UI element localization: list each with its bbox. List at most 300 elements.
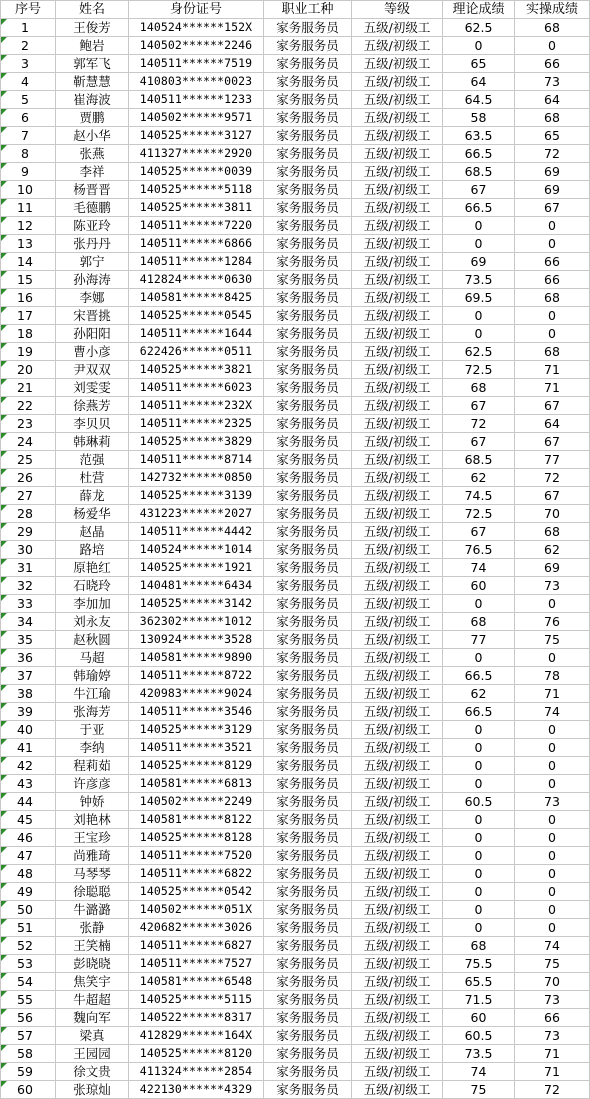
occupation-cell[interactable]: 家务服务员 bbox=[264, 847, 352, 865]
col-header-occupation[interactable]: 职业工种 bbox=[264, 1, 352, 19]
id-cell[interactable]: 142732******0850 bbox=[129, 469, 264, 487]
seq-cell[interactable]: 33 bbox=[1, 595, 56, 613]
seq-cell[interactable]: 18 bbox=[1, 325, 56, 343]
seq-cell[interactable]: 40 bbox=[1, 721, 56, 739]
id-cell[interactable]: 140525******1921 bbox=[129, 559, 264, 577]
theory-score-cell[interactable]: 66.5 bbox=[443, 667, 515, 685]
id-cell[interactable]: 412824******0630 bbox=[129, 271, 264, 289]
seq-cell[interactable]: 38 bbox=[1, 685, 56, 703]
seq-cell[interactable]: 37 bbox=[1, 667, 56, 685]
practical-score-cell[interactable]: 66 bbox=[515, 253, 590, 271]
practical-score-cell[interactable]: 0 bbox=[515, 883, 590, 901]
seq-cell[interactable]: 10 bbox=[1, 181, 56, 199]
seq-cell[interactable]: 35 bbox=[1, 631, 56, 649]
id-cell[interactable]: 622426******0511 bbox=[129, 343, 264, 361]
seq-cell[interactable]: 55 bbox=[1, 991, 56, 1009]
theory-score-cell[interactable]: 0 bbox=[443, 811, 515, 829]
occupation-cell[interactable]: 家务服务员 bbox=[264, 1045, 352, 1063]
seq-cell[interactable]: 46 bbox=[1, 829, 56, 847]
id-cell[interactable]: 140525******3821 bbox=[129, 361, 264, 379]
practical-score-cell[interactable]: 71 bbox=[515, 1045, 590, 1063]
theory-score-cell[interactable]: 73.5 bbox=[443, 271, 515, 289]
id-cell[interactable]: 140525******8129 bbox=[129, 757, 264, 775]
name-cell[interactable]: 焦笑宇 bbox=[56, 973, 129, 991]
level-cell[interactable]: 五级/初级工 bbox=[352, 703, 443, 721]
seq-cell[interactable]: 32 bbox=[1, 577, 56, 595]
occupation-cell[interactable]: 家务服务员 bbox=[264, 235, 352, 253]
name-cell[interactable]: 王园园 bbox=[56, 1045, 129, 1063]
practical-score-cell[interactable]: 68 bbox=[515, 289, 590, 307]
level-cell[interactable]: 五级/初级工 bbox=[352, 631, 443, 649]
seq-cell[interactable]: 34 bbox=[1, 613, 56, 631]
name-cell[interactable]: 韩琳莉 bbox=[56, 433, 129, 451]
name-cell[interactable]: 毛德鹏 bbox=[56, 199, 129, 217]
id-cell[interactable]: 140525******0039 bbox=[129, 163, 264, 181]
id-cell[interactable]: 420983******9024 bbox=[129, 685, 264, 703]
theory-score-cell[interactable]: 74 bbox=[443, 559, 515, 577]
name-cell[interactable]: 梁真 bbox=[56, 1027, 129, 1045]
seq-cell[interactable]: 36 bbox=[1, 649, 56, 667]
name-cell[interactable]: 韩瑜婷 bbox=[56, 667, 129, 685]
occupation-cell[interactable]: 家务服务员 bbox=[264, 109, 352, 127]
practical-score-cell[interactable]: 67 bbox=[515, 199, 590, 217]
theory-score-cell[interactable]: 68 bbox=[443, 379, 515, 397]
occupation-cell[interactable]: 家务服务员 bbox=[264, 19, 352, 37]
seq-cell[interactable]: 19 bbox=[1, 343, 56, 361]
occupation-cell[interactable]: 家务服务员 bbox=[264, 307, 352, 325]
practical-score-cell[interactable]: 68 bbox=[515, 19, 590, 37]
theory-score-cell[interactable]: 67 bbox=[443, 523, 515, 541]
level-cell[interactable]: 五级/初级工 bbox=[352, 253, 443, 271]
level-cell[interactable]: 五级/初级工 bbox=[352, 919, 443, 937]
theory-score-cell[interactable]: 77 bbox=[443, 631, 515, 649]
seq-cell[interactable]: 25 bbox=[1, 451, 56, 469]
name-cell[interactable]: 张丹丹 bbox=[56, 235, 129, 253]
level-cell[interactable]: 五级/初级工 bbox=[352, 847, 443, 865]
seq-cell[interactable]: 27 bbox=[1, 487, 56, 505]
practical-score-cell[interactable]: 74 bbox=[515, 703, 590, 721]
level-cell[interactable]: 五级/初级工 bbox=[352, 379, 443, 397]
occupation-cell[interactable]: 家务服务员 bbox=[264, 433, 352, 451]
theory-score-cell[interactable]: 0 bbox=[443, 829, 515, 847]
theory-score-cell[interactable]: 0 bbox=[443, 721, 515, 739]
occupation-cell[interactable]: 家务服务员 bbox=[264, 1063, 352, 1081]
level-cell[interactable]: 五级/初级工 bbox=[352, 55, 443, 73]
id-cell[interactable]: 140581******8425 bbox=[129, 289, 264, 307]
name-cell[interactable]: 宋晋挑 bbox=[56, 307, 129, 325]
theory-score-cell[interactable]: 66.5 bbox=[443, 703, 515, 721]
name-cell[interactable]: 赵晶 bbox=[56, 523, 129, 541]
seq-cell[interactable]: 49 bbox=[1, 883, 56, 901]
name-cell[interactable]: 杜营 bbox=[56, 469, 129, 487]
practical-score-cell[interactable]: 71 bbox=[515, 685, 590, 703]
seq-cell[interactable]: 21 bbox=[1, 379, 56, 397]
theory-score-cell[interactable]: 62.5 bbox=[443, 19, 515, 37]
practical-score-cell[interactable]: 72 bbox=[515, 469, 590, 487]
level-cell[interactable]: 五级/初级工 bbox=[352, 595, 443, 613]
practical-score-cell[interactable]: 0 bbox=[515, 235, 590, 253]
practical-score-cell[interactable]: 0 bbox=[515, 847, 590, 865]
practical-score-cell[interactable]: 0 bbox=[515, 919, 590, 937]
occupation-cell[interactable]: 家务服务员 bbox=[264, 955, 352, 973]
level-cell[interactable]: 五级/初级工 bbox=[352, 91, 443, 109]
name-cell[interactable]: 郭宁 bbox=[56, 253, 129, 271]
name-cell[interactable]: 徐聪聪 bbox=[56, 883, 129, 901]
id-cell[interactable]: 140511******6827 bbox=[129, 937, 264, 955]
theory-score-cell[interactable]: 71.5 bbox=[443, 991, 515, 1009]
level-cell[interactable]: 五级/初级工 bbox=[352, 19, 443, 37]
level-cell[interactable]: 五级/初级工 bbox=[352, 955, 443, 973]
level-cell[interactable]: 五级/初级工 bbox=[352, 433, 443, 451]
practical-score-cell[interactable]: 0 bbox=[515, 811, 590, 829]
seq-cell[interactable]: 22 bbox=[1, 397, 56, 415]
occupation-cell[interactable]: 家务服务员 bbox=[264, 199, 352, 217]
theory-score-cell[interactable]: 68.5 bbox=[443, 163, 515, 181]
id-cell[interactable]: 140502******2249 bbox=[129, 793, 264, 811]
occupation-cell[interactable]: 家务服务员 bbox=[264, 505, 352, 523]
occupation-cell[interactable]: 家务服务员 bbox=[264, 415, 352, 433]
seq-cell[interactable]: 58 bbox=[1, 1045, 56, 1063]
seq-cell[interactable]: 24 bbox=[1, 433, 56, 451]
seq-cell[interactable]: 23 bbox=[1, 415, 56, 433]
occupation-cell[interactable]: 家务服务员 bbox=[264, 793, 352, 811]
theory-score-cell[interactable]: 65.5 bbox=[443, 973, 515, 991]
occupation-cell[interactable]: 家务服务员 bbox=[264, 127, 352, 145]
level-cell[interactable]: 五级/初级工 bbox=[352, 829, 443, 847]
seq-cell[interactable]: 12 bbox=[1, 217, 56, 235]
id-cell[interactable]: 140525******3139 bbox=[129, 487, 264, 505]
theory-score-cell[interactable]: 66.5 bbox=[443, 145, 515, 163]
practical-score-cell[interactable]: 62 bbox=[515, 541, 590, 559]
occupation-cell[interactable]: 家务服务员 bbox=[264, 253, 352, 271]
seq-cell[interactable]: 54 bbox=[1, 973, 56, 991]
practical-score-cell[interactable]: 72 bbox=[515, 145, 590, 163]
theory-score-cell[interactable]: 74.5 bbox=[443, 487, 515, 505]
seq-cell[interactable]: 7 bbox=[1, 127, 56, 145]
id-cell[interactable]: 410803******0023 bbox=[129, 73, 264, 91]
practical-score-cell[interactable]: 0 bbox=[515, 829, 590, 847]
id-cell[interactable]: 140525******0542 bbox=[129, 883, 264, 901]
theory-score-cell[interactable]: 76.5 bbox=[443, 541, 515, 559]
theory-score-cell[interactable]: 67 bbox=[443, 181, 515, 199]
theory-score-cell[interactable]: 60 bbox=[443, 577, 515, 595]
occupation-cell[interactable]: 家务服务员 bbox=[264, 883, 352, 901]
practical-score-cell[interactable]: 0 bbox=[515, 721, 590, 739]
col-header-level[interactable]: 等级 bbox=[352, 1, 443, 19]
practical-score-cell[interactable]: 71 bbox=[515, 361, 590, 379]
level-cell[interactable]: 五级/初级工 bbox=[352, 721, 443, 739]
id-cell[interactable]: 140502******9571 bbox=[129, 109, 264, 127]
practical-score-cell[interactable]: 75 bbox=[515, 631, 590, 649]
level-cell[interactable]: 五级/初级工 bbox=[352, 793, 443, 811]
seq-cell[interactable]: 5 bbox=[1, 91, 56, 109]
name-cell[interactable]: 曹小彦 bbox=[56, 343, 129, 361]
level-cell[interactable]: 五级/初级工 bbox=[352, 163, 443, 181]
practical-score-cell[interactable]: 0 bbox=[515, 37, 590, 55]
level-cell[interactable]: 五级/初级工 bbox=[352, 1045, 443, 1063]
seq-cell[interactable]: 53 bbox=[1, 955, 56, 973]
name-cell[interactable]: 靳慧慧 bbox=[56, 73, 129, 91]
col-header-name[interactable]: 姓名 bbox=[56, 1, 129, 19]
practical-score-cell[interactable]: 0 bbox=[515, 649, 590, 667]
seq-cell[interactable]: 41 bbox=[1, 739, 56, 757]
theory-score-cell[interactable]: 0 bbox=[443, 883, 515, 901]
name-cell[interactable]: 郭军飞 bbox=[56, 55, 129, 73]
practical-score-cell[interactable]: 77 bbox=[515, 451, 590, 469]
name-cell[interactable]: 原艳红 bbox=[56, 559, 129, 577]
id-cell[interactable]: 411324******2854 bbox=[129, 1063, 264, 1081]
occupation-cell[interactable]: 家务服务员 bbox=[264, 757, 352, 775]
theory-score-cell[interactable]: 60.5 bbox=[443, 1027, 515, 1045]
id-cell[interactable]: 140511******1233 bbox=[129, 91, 264, 109]
id-cell[interactable]: 411327******2920 bbox=[129, 145, 264, 163]
practical-score-cell[interactable]: 66 bbox=[515, 55, 590, 73]
occupation-cell[interactable]: 家务服务员 bbox=[264, 289, 352, 307]
id-cell[interactable]: 412829******164X bbox=[129, 1027, 264, 1045]
theory-score-cell[interactable]: 0 bbox=[443, 739, 515, 757]
name-cell[interactable]: 牛江瑜 bbox=[56, 685, 129, 703]
level-cell[interactable]: 五级/初级工 bbox=[352, 415, 443, 433]
theory-score-cell[interactable]: 73.5 bbox=[443, 1045, 515, 1063]
practical-score-cell[interactable]: 71 bbox=[515, 1063, 590, 1081]
occupation-cell[interactable]: 家务服务员 bbox=[264, 613, 352, 631]
name-cell[interactable]: 贾鹏 bbox=[56, 109, 129, 127]
name-cell[interactable]: 牛潞潞 bbox=[56, 901, 129, 919]
practical-score-cell[interactable]: 73 bbox=[515, 793, 590, 811]
occupation-cell[interactable]: 家务服务员 bbox=[264, 343, 352, 361]
name-cell[interactable]: 李祥 bbox=[56, 163, 129, 181]
practical-score-cell[interactable]: 66 bbox=[515, 271, 590, 289]
theory-score-cell[interactable]: 72.5 bbox=[443, 505, 515, 523]
level-cell[interactable]: 五级/初级工 bbox=[352, 901, 443, 919]
seq-cell[interactable]: 2 bbox=[1, 37, 56, 55]
id-cell[interactable]: 140511******4442 bbox=[129, 523, 264, 541]
practical-score-cell[interactable]: 73 bbox=[515, 991, 590, 1009]
occupation-cell[interactable]: 家务服务员 bbox=[264, 487, 352, 505]
seq-cell[interactable]: 16 bbox=[1, 289, 56, 307]
occupation-cell[interactable]: 家务服务员 bbox=[264, 55, 352, 73]
name-cell[interactable]: 李贝贝 bbox=[56, 415, 129, 433]
name-cell[interactable]: 刘永友 bbox=[56, 613, 129, 631]
theory-score-cell[interactable]: 67 bbox=[443, 397, 515, 415]
name-cell[interactable]: 徐文贵 bbox=[56, 1063, 129, 1081]
practical-score-cell[interactable]: 0 bbox=[515, 865, 590, 883]
seq-cell[interactable]: 51 bbox=[1, 919, 56, 937]
level-cell[interactable]: 五级/初级工 bbox=[352, 73, 443, 91]
theory-score-cell[interactable]: 0 bbox=[443, 775, 515, 793]
id-cell[interactable]: 140502******2246 bbox=[129, 37, 264, 55]
theory-score-cell[interactable]: 75 bbox=[443, 1081, 515, 1099]
id-cell[interactable]: 140511******1644 bbox=[129, 325, 264, 343]
name-cell[interactable]: 马琴琴 bbox=[56, 865, 129, 883]
name-cell[interactable]: 李娜 bbox=[56, 289, 129, 307]
theory-score-cell[interactable]: 0 bbox=[443, 919, 515, 937]
level-cell[interactable]: 五级/初级工 bbox=[352, 307, 443, 325]
occupation-cell[interactable]: 家务服务员 bbox=[264, 397, 352, 415]
practical-score-cell[interactable]: 0 bbox=[515, 595, 590, 613]
id-cell[interactable]: 140581******6813 bbox=[129, 775, 264, 793]
practical-score-cell[interactable]: 0 bbox=[515, 757, 590, 775]
theory-score-cell[interactable]: 62 bbox=[443, 685, 515, 703]
seq-cell[interactable]: 52 bbox=[1, 937, 56, 955]
level-cell[interactable]: 五级/初级工 bbox=[352, 613, 443, 631]
id-cell[interactable]: 140525******5115 bbox=[129, 991, 264, 1009]
occupation-cell[interactable]: 家务服务员 bbox=[264, 865, 352, 883]
seq-cell[interactable]: 26 bbox=[1, 469, 56, 487]
seq-cell[interactable]: 17 bbox=[1, 307, 56, 325]
occupation-cell[interactable]: 家务服务员 bbox=[264, 775, 352, 793]
level-cell[interactable]: 五级/初级工 bbox=[352, 145, 443, 163]
name-cell[interactable]: 范强 bbox=[56, 451, 129, 469]
level-cell[interactable]: 五级/初级工 bbox=[352, 505, 443, 523]
level-cell[interactable]: 五级/初级工 bbox=[352, 361, 443, 379]
theory-score-cell[interactable]: 0 bbox=[443, 901, 515, 919]
theory-score-cell[interactable]: 65 bbox=[443, 55, 515, 73]
name-cell[interactable]: 徐燕芳 bbox=[56, 397, 129, 415]
level-cell[interactable]: 五级/初级工 bbox=[352, 811, 443, 829]
seq-cell[interactable]: 60 bbox=[1, 1081, 56, 1099]
col-header-theory-score[interactable]: 理论成绩 bbox=[443, 1, 515, 19]
id-cell[interactable]: 140511******6866 bbox=[129, 235, 264, 253]
theory-score-cell[interactable]: 62.5 bbox=[443, 343, 515, 361]
practical-score-cell[interactable]: 68 bbox=[515, 109, 590, 127]
seq-cell[interactable]: 45 bbox=[1, 811, 56, 829]
id-cell[interactable]: 140511******7520 bbox=[129, 847, 264, 865]
seq-cell[interactable]: 13 bbox=[1, 235, 56, 253]
name-cell[interactable]: 钟娇 bbox=[56, 793, 129, 811]
occupation-cell[interactable]: 家务服务员 bbox=[264, 577, 352, 595]
seq-cell[interactable]: 4 bbox=[1, 73, 56, 91]
level-cell[interactable]: 五级/初级工 bbox=[352, 541, 443, 559]
practical-score-cell[interactable]: 68 bbox=[515, 523, 590, 541]
occupation-cell[interactable]: 家务服务员 bbox=[264, 685, 352, 703]
seq-cell[interactable]: 15 bbox=[1, 271, 56, 289]
id-cell[interactable]: 140525******3829 bbox=[129, 433, 264, 451]
id-cell[interactable]: 140511******6023 bbox=[129, 379, 264, 397]
practical-score-cell[interactable]: 0 bbox=[515, 775, 590, 793]
level-cell[interactable]: 五级/初级工 bbox=[352, 343, 443, 361]
occupation-cell[interactable]: 家务服务员 bbox=[264, 559, 352, 577]
level-cell[interactable]: 五级/初级工 bbox=[352, 883, 443, 901]
id-cell[interactable]: 140511******7519 bbox=[129, 55, 264, 73]
id-cell[interactable]: 140525******3811 bbox=[129, 199, 264, 217]
theory-score-cell[interactable]: 58 bbox=[443, 109, 515, 127]
seq-cell[interactable]: 30 bbox=[1, 541, 56, 559]
occupation-cell[interactable]: 家务服务员 bbox=[264, 541, 352, 559]
seq-cell[interactable]: 14 bbox=[1, 253, 56, 271]
occupation-cell[interactable]: 家务服务员 bbox=[264, 163, 352, 181]
practical-score-cell[interactable]: 73 bbox=[515, 73, 590, 91]
level-cell[interactable]: 五级/初级工 bbox=[352, 469, 443, 487]
col-header-seq[interactable]: 序号 bbox=[1, 1, 56, 19]
seq-cell[interactable]: 11 bbox=[1, 199, 56, 217]
level-cell[interactable]: 五级/初级工 bbox=[352, 649, 443, 667]
occupation-cell[interactable]: 家务服务员 bbox=[264, 217, 352, 235]
occupation-cell[interactable]: 家务服务员 bbox=[264, 1081, 352, 1099]
name-cell[interactable]: 马超 bbox=[56, 649, 129, 667]
level-cell[interactable]: 五级/初级工 bbox=[352, 1009, 443, 1027]
practical-score-cell[interactable]: 67 bbox=[515, 397, 590, 415]
level-cell[interactable]: 五级/初级工 bbox=[352, 937, 443, 955]
occupation-cell[interactable]: 家务服务员 bbox=[264, 595, 352, 613]
seq-cell[interactable]: 28 bbox=[1, 505, 56, 523]
practical-score-cell[interactable]: 74 bbox=[515, 937, 590, 955]
practical-score-cell[interactable]: 64 bbox=[515, 415, 590, 433]
practical-score-cell[interactable]: 73 bbox=[515, 1027, 590, 1045]
id-cell[interactable]: 140502******051X bbox=[129, 901, 264, 919]
name-cell[interactable]: 王宝珍 bbox=[56, 829, 129, 847]
level-cell[interactable]: 五级/初级工 bbox=[352, 217, 443, 235]
name-cell[interactable]: 张琼灿 bbox=[56, 1081, 129, 1099]
id-cell[interactable]: 140511******3521 bbox=[129, 739, 264, 757]
id-cell[interactable]: 140525******5118 bbox=[129, 181, 264, 199]
theory-score-cell[interactable]: 68 bbox=[443, 613, 515, 631]
occupation-cell[interactable]: 家务服务员 bbox=[264, 721, 352, 739]
occupation-cell[interactable]: 家务服务员 bbox=[264, 991, 352, 1009]
occupation-cell[interactable]: 家务服务员 bbox=[264, 73, 352, 91]
name-cell[interactable]: 张燕 bbox=[56, 145, 129, 163]
level-cell[interactable]: 五级/初级工 bbox=[352, 991, 443, 1009]
level-cell[interactable]: 五级/初级工 bbox=[352, 397, 443, 415]
theory-score-cell[interactable]: 67 bbox=[443, 433, 515, 451]
seq-cell[interactable]: 48 bbox=[1, 865, 56, 883]
level-cell[interactable]: 五级/初级工 bbox=[352, 199, 443, 217]
id-cell[interactable]: 140511******232X bbox=[129, 397, 264, 415]
name-cell[interactable]: 程莉茹 bbox=[56, 757, 129, 775]
seq-cell[interactable]: 44 bbox=[1, 793, 56, 811]
name-cell[interactable]: 薛龙 bbox=[56, 487, 129, 505]
id-cell[interactable]: 140511******8714 bbox=[129, 451, 264, 469]
level-cell[interactable]: 五级/初级工 bbox=[352, 109, 443, 127]
name-cell[interactable]: 赵小华 bbox=[56, 127, 129, 145]
practical-score-cell[interactable]: 76 bbox=[515, 613, 590, 631]
occupation-cell[interactable]: 家务服务员 bbox=[264, 379, 352, 397]
level-cell[interactable]: 五级/初级工 bbox=[352, 739, 443, 757]
id-cell[interactable]: 362302******1012 bbox=[129, 613, 264, 631]
seq-cell[interactable]: 3 bbox=[1, 55, 56, 73]
practical-score-cell[interactable]: 69 bbox=[515, 181, 590, 199]
level-cell[interactable]: 五级/初级工 bbox=[352, 1081, 443, 1099]
id-cell[interactable]: 140511******6822 bbox=[129, 865, 264, 883]
level-cell[interactable]: 五级/初级工 bbox=[352, 181, 443, 199]
practical-score-cell[interactable]: 0 bbox=[515, 307, 590, 325]
seq-cell[interactable]: 8 bbox=[1, 145, 56, 163]
theory-score-cell[interactable]: 0 bbox=[443, 649, 515, 667]
theory-score-cell[interactable]: 0 bbox=[443, 307, 515, 325]
name-cell[interactable]: 孙阳阳 bbox=[56, 325, 129, 343]
practical-score-cell[interactable]: 66 bbox=[515, 1009, 590, 1027]
occupation-cell[interactable]: 家务服务员 bbox=[264, 739, 352, 757]
seq-cell[interactable]: 42 bbox=[1, 757, 56, 775]
theory-score-cell[interactable]: 0 bbox=[443, 37, 515, 55]
id-cell[interactable]: 140525******3129 bbox=[129, 721, 264, 739]
theory-score-cell[interactable]: 68.5 bbox=[443, 451, 515, 469]
seq-cell[interactable]: 6 bbox=[1, 109, 56, 127]
occupation-cell[interactable]: 家务服务员 bbox=[264, 91, 352, 109]
occupation-cell[interactable]: 家务服务员 bbox=[264, 361, 352, 379]
id-cell[interactable]: 422130******4329 bbox=[129, 1081, 264, 1099]
level-cell[interactable]: 五级/初级工 bbox=[352, 775, 443, 793]
id-cell[interactable]: 140581******6548 bbox=[129, 973, 264, 991]
seq-cell[interactable]: 47 bbox=[1, 847, 56, 865]
id-cell[interactable]: 140525******3142 bbox=[129, 595, 264, 613]
name-cell[interactable]: 张静 bbox=[56, 919, 129, 937]
practical-score-cell[interactable]: 68 bbox=[515, 343, 590, 361]
theory-score-cell[interactable]: 69.5 bbox=[443, 289, 515, 307]
occupation-cell[interactable]: 家务服务员 bbox=[264, 937, 352, 955]
practical-score-cell[interactable]: 69 bbox=[515, 559, 590, 577]
name-cell[interactable]: 王笑楠 bbox=[56, 937, 129, 955]
